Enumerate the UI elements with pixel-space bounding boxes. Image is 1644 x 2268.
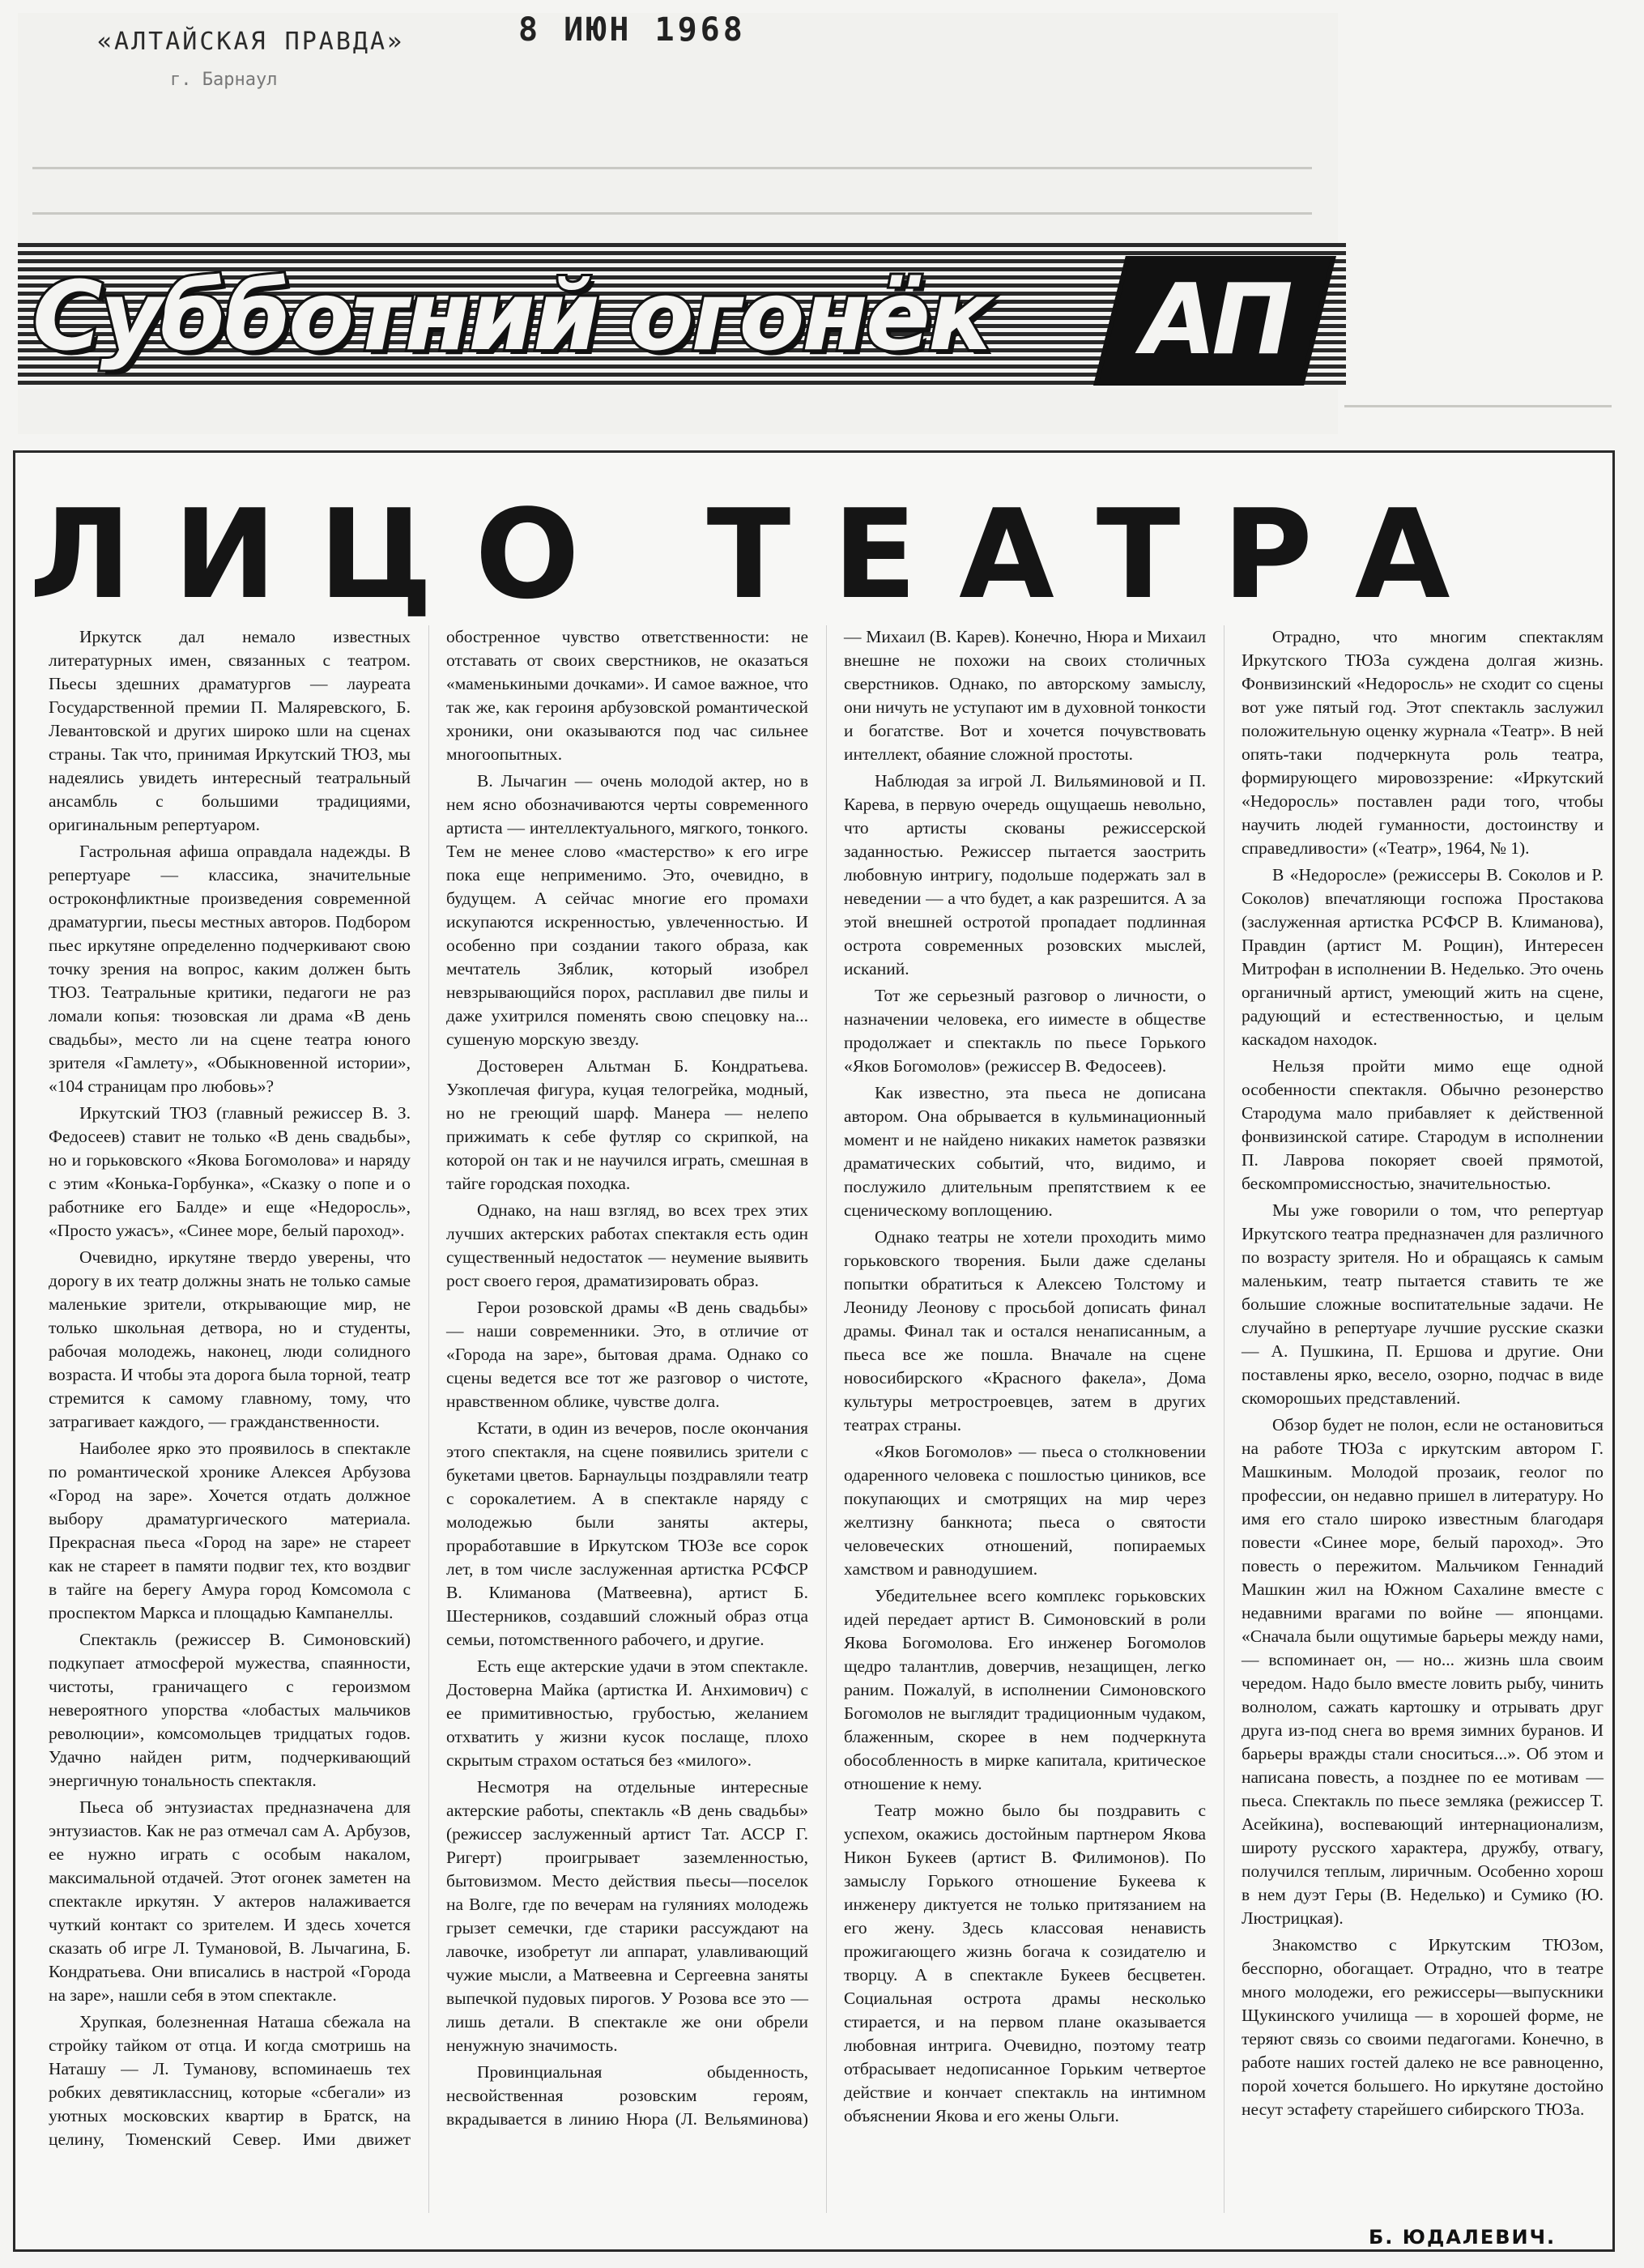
article-paragraph: Кстати, в один из вечеров, после окончания этого спектакля, на сцене появились зрители с букетами цветов. Барнаульцы поздравляли театр с сорокалетием. А в спектакле наряду с молодежью были заняты актеры, проработавшие в Иркутском ТЮЗе все сорок лет, в том числе заслуженная артистка РСФСР В. Климанова (Матвеевна), артист Б. Шестерников, создавший сложный образ отца семьи, потомственного рабочего, и другие. [446,1418,808,1649]
article-paragraph: В. Лычагин — очень молодой актер, но в нем ясно обозначиваются черты современного артиста — интеллектуального, мягкого, тонкого. Тем не менее слово «мастерство» к его игре пока еще неприменимо. Это, очевидно, в будущем. А сейчас многие его промахи искупаются искренностью, увлеченностью. И особенно при создании такого образа, как мечтатель Зяблик, который изобрел невзрывающийся порох, расплавил две пилы и даже ухитрился поменять свою спецовку на... сушеную морскую звезду. [446,771,808,1049]
article-paragraph: Несмотря на отдельные интересные актерские работы, спектакль «В день свадьбы» (режиссер заслуженный артист Тат. АССР Г. Ригерт) проигрывает заземленностью, бытовизмом. Место действия пьесы—поселок на Волге, где по вечерам на гуляниях молодежь грызет семечки, где старики рассуждают на лавочке, изобретут ли аппарат, улавливающий чужие мысли, а Матвеевна и Сергеевна заняты выпечкой пудовых пирогов. У Розова все это — лишь детали. В спектакле же они обрели ненужную значимость. [446,1777,808,2055]
article-paragraph: Мы уже говорили о том, что репертуар Иркутского театра предназначен для различного по возрасту зрителя. Но и обращаясь к самым маленьким, театр пытается ставить те же большие сложные воспитательные задачи. Не случайно в репертуаре лучшие русские сказки — А. Пушкина, П. Ершова и другие. Они поставлены ярко, весело, озорно, подчас в виде скоморошьих представлений. [1242,1200,1604,1408]
author-signature: Б. ЮДАЛЕВИЧ. [1369,2226,1557,2249]
newspaper-logo [1093,256,1336,386]
newspaper-logo-text: АП [1141,264,1288,377]
article-paragraph: Спектакль (режиссер В. Симоновский) подкупает атмосферой мужества, спаянности, чистоты, граничащего с героизмом невероятного упорства «лобастых мальчиков революции», комсомольцев тридцатых годов. Удачно найден ритм, подчеркивающий энергичную тональность спектакля. [49,1630,411,1790]
bleed-through-line [32,167,1312,169]
article-paragraph: Герои розовской драмы «В день свадьбы» — наши современники. Это, в отличие от «Города на заре», бытовая драма. Однако со сцены ведется все тот же разговор о чистоте, нравственном облике, чувстве долга. [446,1298,808,1411]
article-paragraph: Убедительнее всего комплекс горьковских идей передает артист В. Симоновский в роли Якова Богомолова. Его инженер Богомолов щедро талантлив, доверчив, незащищен, легко раним. Пожалуй, в исполнении Симоновского Богомолов не выглядит традиционным чудаком, блаженным, скорее в нем подчеркнута обособленность в мирке капитала, критическое отношение к нему. [844,1586,1206,1793]
bleed-through-line [1344,405,1612,407]
article-paragraph: Достоверен Альтман Б. Кондратьева. Узкоплечая фигура, куцая телогрейка, модный, но не греющий шарф. Манера — нелепо прижимать к себе футляр со скрипкой, на которой он так и не научился играть, смешная в тайге городская походка. [446,1056,808,1193]
article-paragraph: Тот же серьезный разговор о личности, о назначении человека, его ииместе в обществе продолжает и спектакль по пьесе Горького «Яков Богомолов» (режиссер В. Федосеев). [844,986,1206,1076]
article-body [49,625,1604,2213]
article-paragraph: Нельзя пройти мимо еще одной особенности спектакля. Обычно резонерство Стародума мало прибавляет к действенной фонвизинской сатире. Стародум в исполнении П. Лаврова покоряет своей прямотой, бескомпромиссностью, значительностью. [1242,1056,1604,1193]
article-paragraph: Однако, на наш взгляд, во всех трех этих лучших актерских работах спектакля есть один существенный недостаток — неумение выявить рост своего героя, драматизировать образ. [446,1200,808,1290]
article-paragraph: Есть еще актерские удачи в этом спектакле. Достоверна Майка (артистка И. Анхимович) с ее примитивностью, грубостью, желанием отхватить у жизни кусок послаще, плохо скрытым страхом остаться без «милого». [446,1656,808,1770]
adjacent-page-edge [1612,486,1641,1053]
article-headline: ЛИЦО ТЕАТРА [29,483,1493,626]
article-paragraph: Знакомство с Иркутским ТЮЗом, бесспорно, обогащает. Отрадно, что в театре много молодежи, его режиссеры—выпускники Щукинского училища — в хорошей форме, не теряют связь со своими педагогами. Конечно, в работе наших гостей далеко не все равноценно, порой хочется большего. Но иркутяне достойно несут эстафету старейшего сибирского ТЮЗа. [1242,1935,1604,2119]
article-paragraph: Очевидно, иркутяне твердо уверены, что дорогу в их театр должны знать не только самые маленькие зрители, открывающие мир, не только школьная детвора, но и студенты, рабочая молодежь, наконец, люди солидного возраста. И чтобы эта дорога была торной, театр стремится к самому главному, тому, что затрагивает каждого, — гражданственности. [49,1247,411,1431]
article-paragraph: Как известно, эта пьеса не дописана автором. Она обрывается в кульминационный момент и не найдено никаких наметок развязки драматических событий, что, видимо, и послужило длительным препятствием к ее сценическому воплощению. [844,1083,1206,1220]
article-paragraph: В «Недоросле» (режиссеры В. Соколов и Р. Соколов) впечатляющи госпожа Простакова (заслуженная артистка РСФСР В. Климанова), Правдин (артист М. Рощин), Интересен Митрофан в исполнении В. Неделько. Это очень органичный артист, умеющий жить на сцене, радующий и естественностью, и целым каскадом находок. [1242,865,1604,1049]
bleed-through-line [32,212,1312,215]
article-paragraph: Гастрольная афиша оправдала надежды. В репертуаре — классика, значительные остроконфликтные произведения современной драматургии, пьесы местных авторов. Подбором пьес иркутяне определенно подчеркивают свою точку зрения на вопрос, каким должен быть ТЮЗ. Театральные критики, педагоги не раз ломали копья: тюзовская ли драма «В день свадьбы», место ли на сцене театра юного зрителя «Гамлету», «Обыкновенной истории», «104 страницам про любовь»? [49,842,411,1096]
article-paragraph: Пьеса об энтузиастах предназначена для энтузиастов. Как не раз отмечал сам А. Арбузов, ее нужно играть с особым накалом, максимальной отдачей. Этот огонек заметен на спектакле иркутян. У актеров налаживается чуткий контакт со зрителем. И здесь хочется сказать об игре Л. Тумановой, В. Лычагина, Б. Кондратьева. Они вписались в настрой «Города на заре», нашли себя в этом спектакле. [49,1797,411,2005]
article-paragraph: Наблюдая за игрой Л. Вильяминовой и П. Карева, в первую очередь ощущаешь невольно, что артисты скованы режиссерской заданностью. Режиссер пытается заострить любовную интригу, подольше подержать зал в неведении — а что будет, а как разрешится. А за этой внешней остротой пропадает подлинная острота современных розовских мыслей, исканий. [844,771,1206,978]
newspaper-name: «АЛТАЙСКАЯ ПРАВДА» [97,28,405,56]
article-paragraph: Наиболее ярко это проявилось в спектакле по романтической хронике Алексея Арбузова «Город на заре». Хочется отдать должное выбору драматургического материала. Прекрасная пьеса «Город на заре» не стареет как не стареет в памяти подвиг тех, кто воздвиг в тайге на берегу Амура город Комсомола с проспектом Маркса и площадью Кампанеллы. [49,1439,411,1622]
article-paragraph: Иркутск дал немало известных литературных имен, связанных с театром. Пьесы здешних драматургов — лауреата Государственной премии П. Маляревского, Б. Левантовской и других широко шли на сценах страны. Так что, принимая Иркутский ТЮЗ, мы надеялись увидеть интересный театральный ансамбль с большими традициями, оригинальным репертуаром. [49,627,411,834]
article-paragraph: Иркутский ТЮЗ (главный режиссер В. З. Федосеев) ставит не только «В день свадьбы», но и горьковского «Якова Богомолова» и наряду с этим «Конька-Горбунка», «Сказку о попе и о работнике его Балде» и еще «Недоросль», «Просто ужасъ», «Синее море, белый пароход». [49,1103,411,1240]
article-paragraph: Обзор будет не полон, если не остановиться на работе ТЮЗа с иркутским автором Г. Машкиным. Молодой прозаик, геолог по профессии, он недавно пришел в литературу. Но имя его стало широко известным благодаря повести «Синее море, белый пароход». Это повесть о пережитом. Мальчиком Геннадий Машкин жил на Южном Сахалине вместе с недавними врагами по войне — японцами. «Сначала были ощутимые барьеры между нами, — вспоминает он, — но... жизнь шла своим чередом. Надо было вместе ловить рыбу, чинить волнолом, сажать картошку и отрывать друг друга из-под снега во время зимних буранов. И барьеры вражды стали сноситься...». Об этом и написана повесть, а позднее по ее мотивам —пьеса. Спектакль по пьесе земляка (режиссер Т. Асейкина), воспевающий интернационализм, широту русского характера, дружбу, отвагу, получился теплым, лиричным. Особенно хорош в нем дуэт Геры (В. Неделько) и Сумико (Ю. Люстрицкая). [1242,1415,1604,1928]
column-banner-title: Субботний огонёк [32,260,991,372]
article-paragraph: Хрупкая, болезненная Наташа сбежала на стройку тайком от отца. И когда смотришь на Наташу — Л. Туманову, вспоминаешь тех робких девятиклассниц, которые «сбегали» из уютных московских квартир в Братск, на целину, Тюменский Север. Ими движет обостренное чувство ответственности: не отставать от своих сверстников, не оказаться «маменькиными дочками». И самое важное, что так же, как героиня арбузовской романтической хроники, они оказываются под час сильнее многоопытных. [49,627,808,2149]
article-paragraph: «Яков Богомолов» — пьеса о столкновении одаренного человека с пошлостью циников, все покупающих и смотрящих на мир через желтизну банкнота; пьеса о святости человеческих отношений, попираемых хамством и равнодушием. [844,1442,1206,1579]
article-paragraph: Отрадно, что многим спектаклям Иркутского ТЮЗа суждена долгая жизнь. Фонвизинский «Недоросль» не сходит со сцены вот уже пятый год. Этот спектакль заслужил положительную оценку журнала «Театр». В ней опять-таки подчеркнута роль театра, формирующего мировоззрение: «Иркутский «Недоросль» поставлен ради того, чтобы научить людей гуманности, достоинству и справедливости» («Театр», 1964, № 1). [1242,627,1604,858]
date-stamp: 8 ИЮН 1968 [518,11,746,49]
article-paragraph: Театр можно было бы поздравить с успехом, окажись достойным партнером Якова Никон Букеев (артист В. Филимонов). По замыслу Горького отношение Букеева к инженеру диктуется не только притязанием на его жену. Здесь классовая ненависть прожигающего жизнь богача к созидателю и творцу. А в спектакле Букеев бесцветен. Социальная острота драмы несколько стирается, и на первом плане оказывается любовная интрига. Очевидно, поэтому театр отбрасывает недописанное Горьким четвертое действие и кончает спектакль на интимном объяснении Якова и его жены Ольги. [844,1801,1206,2125]
article-paragraph: Однако театры не хотели проходить мимо горьковского творения. Были даже сделаны попытки обратиться к Алексею Толстому и Леониду Леонову с просьбой дописать финал драмы. Финал так и остался ненаписанным, а пьеса все же пошла. Вначале на сцене новосибирского «Красного факела», Дома культуры метростроевцев, затем в других театрах страны. [844,1227,1206,1435]
article-paragraph: Провинциальная обыденность, несвойственная розовским героям, вкрадывается в линию Нюра (Л. Вельяминова) — Михаил (В. Карев). Конечно, Нюра и Михаил внешне не похожи на своих столичных сверстников. Однако, по авторскому замыслу, они ничуть не уступают им в духовной тонкости и богатстве. Вот и хочется почувствовать интеллект, обаяние сложной простоты. [446,627,1206,2129]
newspaper-city: г. Барнаул [170,70,278,90]
